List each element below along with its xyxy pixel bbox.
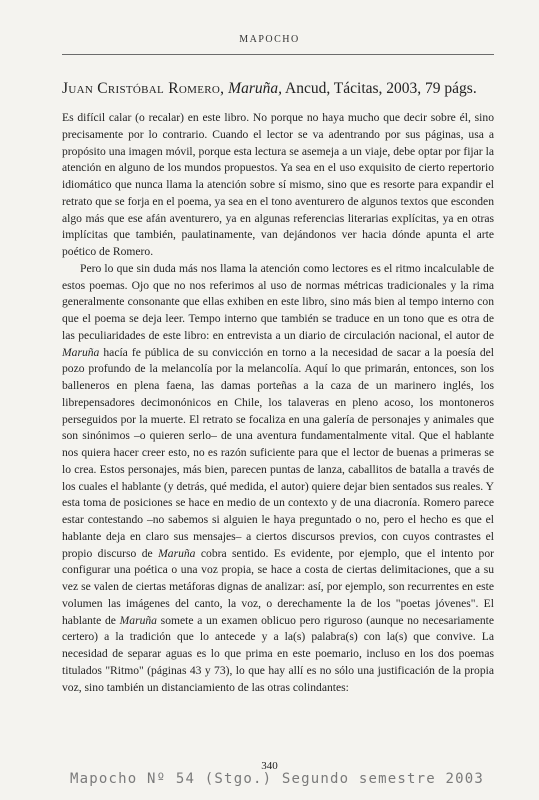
library-stamp: Mapocho Nº 54 (Stgo.) Segundo semestre 2003 [70, 771, 485, 787]
header-rule [62, 54, 494, 55]
paragraph-2-part-a: Pero lo que sin duda más nos llama la atención como lectores es el ritmo incalculable de estos poemas. Ojo que no nos referimos al uso de normas métricas tradicionales y la rima generalmente consonante que ellas exhiben en este libro, sino más bien al tempo interno con que el poema se deja leer. Tempo interno que también se traduce en un tono que es otra de las peculiaridades de este libro: en entrevista a un diario de circulación nacional, el autor de [62, 261, 494, 342]
review-body [62, 110, 494, 696]
page-number: 340 [261, 760, 278, 772]
paragraph-2-part-c: cobra sentido. Es evidente, por ejemplo, que el intento por configurar una poética o una voz propia, se hace a costa de ciertas delimitaciones, que a su vez se valen de ciertas metáforas dignas de analizar: así, por ejemplo, son recurrentes en este volumen las imágenes del canto, la voz, o derechamente la de los "poetas jóvenes". El hablante de [62, 546, 494, 627]
citation-author: Juan Cristóbal Romero, [62, 80, 225, 97]
paragraph-2 [62, 261, 494, 697]
paragraph-1: Es difícil calar (o recalar) en este libro. No porque no haya mucho que decir sobre él, sino precisamente por lo contrario. Cuando el lector se va adentrando por sus páginas, usa a propósito una imagen móvil, porque esta lectura se asemeja a un viaje, debe optar por fijar la atención en alguno de los mundos propuestos. Ya sea en el uso exquisito de cierto repertorio idiomático que nunca llama la atención sobre sí mismo, sino que es resorte para expandir el retrato que se forja en el poema, ya sea en el tono aventurero de algunos textos que esconden algo más que ese afán aventurero, ya en algunas referencias literarias explícitas, ya en otras implícitas que también, paulatinamente, van dejándonos ver hacia dónde apunta el arte poético de Romero. [62, 111, 494, 258]
citation-details: Ancud, Tácitas, 2003, 79 págs. [281, 80, 477, 97]
paragraph-2-part-d: somete a un examen oblicuo pero riguroso (aunque no necesariamente certero) a la tradición que lo antecede y a la(s) palabra(s) con la(s) que convive. La necesidad de separar aguas es lo que prima en este poemario, incluso en los dos poemas titulados "Ritmo" (páginas 43 y 73), lo que hay allí es no sólo una justificación de la propia voz, sino también un distanciamiento de las otras colindantes: [62, 613, 495, 694]
running-head: MAPOCHO [239, 34, 300, 45]
book-title-ref: Maruña [119, 613, 157, 627]
book-citation [62, 80, 502, 98]
citation-title: Maruña, [228, 80, 282, 97]
paragraph-2-part-b: hacía fe pública de su convicción en torno a la necesidad de sacar a la poesía del pozo profundo de la melancolía por la melancolía. Aquí lo que primarán, entonces, son los balleneros en plena faena, las damas porteñas a la caza de un marinero inglés, los librepensadores decimonónicos en Chile, los talaveras en pleno acoso, los montoneros perseguidos por la muerte. El retrato se focaliza en una galería de personajes y animales que son sinónimos –o quieren serlo– de una aventura fundamentalmente vital. Que el hablante nos quiera hacer creer esto, no es razón suficiente para que el lector de buenas a primeras se lo crea. Estos personajes, más bien, parecen puntas de lanza, caballitos de batalla a través de los cuales el hablante (y detrás, qué medida, el autor) quiere dejar bien sentados sus reales. Y esta toma de posiciones se hace en medio de un contexto y de una diacronía. Romero parece estar contestando –no sabemos si alguien le haya preguntado o no, pero el hecho es que el hablante deja en claro sus mensajes– a ciertos discursos previos, con cuyos contrastes el propio discurso de [62, 345, 494, 560]
book-title-ref: Maruña [62, 345, 100, 359]
book-title-ref: Maruña [158, 546, 196, 560]
